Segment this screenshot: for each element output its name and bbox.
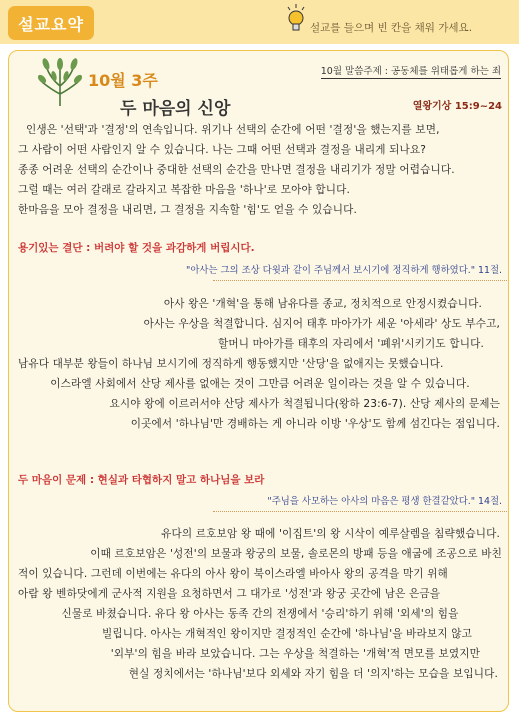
intro-line: 인생은 '선택'과 '결정'의 연속입니다. 위기나 선택의 순간에 어떤 '결정'을 했는지를 보면,: [26, 124, 440, 136]
fill-in-hint: 설교를 들으며 빈 칸을 채워 가세요.: [310, 22, 473, 34]
section2-heading: 두 마음이 문제 : 현실과 타협하지 말고 하나님을 보라: [18, 474, 265, 486]
body-line: 아람 왕 벤하닷에게 군사적 지원을 요청하면서 그 대가로 '성전'과 왕궁 곳간에 남은 은금을: [18, 588, 441, 600]
sermon-summary-tab: 설교요약: [8, 6, 94, 40]
divider: [213, 280, 507, 281]
section1-heading: 용기있는 결단 : 버려야 할 것을 과감하게 버립시다.: [18, 242, 255, 254]
lightbulb-icon: [286, 4, 306, 34]
body-line: 남유다 대부분 왕들이 하나님 보시기에 정직하게 행동했지만 '산당'을 없애지는 못했습니다.: [18, 358, 444, 370]
intro-line: 한마음을 모아 결정을 내리면, 그 결정을 지속할 '힘'도 얻을 수 있습니다.: [18, 204, 358, 216]
section2-body: [18, 524, 502, 684]
body-line: 할머니 마아가를 태후의 자리에서 '폐위'시키기도 합니다.: [217, 338, 484, 350]
intro-paragraph: [18, 120, 502, 220]
intro-line: 그 사람이 어떤 사람인지 알 수 있습니다. 나는 그때 어떤 선택과 결정을 내리게 되나요?: [18, 144, 427, 156]
divider: [213, 511, 507, 512]
body-line: 아사 왕은 '개혁'을 통해 남유다를 종교, 정치적으로 안정시켰습니다.: [163, 298, 482, 310]
body-line: 적이 있습니다. 그런데 이번에는 유다의 아사 왕이 북이스라엘 바아사 왕의 공격을 막기 위해: [18, 568, 448, 580]
intro-line: 그럴 때는 여러 갈래로 갈라지고 복잡한 마음을 '하나'로 모아야 합니다.: [18, 184, 351, 196]
section2-quote: "주님을 사모하는 아사의 마음은 평생 한결같았다." 14절.: [267, 496, 502, 507]
body-line: 유다의 르호보암 왕 때에 '이집트'의 왕 시삭이 예루살렘을 침략했습니다.: [161, 528, 500, 540]
body-line: 현실 정치에서는 '하나님'보다 외세와 자기 힘을 더 '의지'하는 모습을 보입니다.: [128, 668, 498, 680]
section1-body: [18, 294, 502, 434]
body-line: '외부'의 힘을 바라 보았습니다. 그는 우상을 척결하는 '개혁'적 면모를 보였지만: [110, 648, 480, 660]
week-label: 10월 3주: [88, 71, 158, 90]
body-line: 요시야 왕에 이르러서야 산당 제사가 척결됩니다(왕하 23:6-7). 산당 제사의 문제는: [109, 398, 500, 410]
body-line: 이곳에서 '하나님'만 경배하는 게 아니라 이방 '우상'도 함께 섬긴다는 점입니다.: [130, 418, 500, 430]
intro-line: 종종 어려운 선택의 순간이나 중대한 선택의 순간을 만나면 결정을 내리기가 정말 어렵습니다.: [18, 164, 455, 176]
body-line: 이스라엘 사회에서 산당 제사를 없애는 것이 그만큼 어려운 일이라는 것을 알 수 있습니다.: [50, 378, 470, 390]
sermon-title: 두 마음의 신앙: [120, 99, 231, 119]
body-line: 아사는 우상을 척결합니다. 심지어 태후 마아가가 세운 '아세라' 상도 부수고,: [143, 318, 500, 330]
section1-quote: "아사는 그의 조상 다윗과 같이 주님께서 보시기에 정직하게 행하였다." 11절.: [186, 265, 502, 276]
body-line: 이때 르호보암은 '성전'의 보물과 왕궁의 보물, 솔로몬의 방패 등을 애굽에 조공으로 바친: [90, 548, 502, 560]
monthly-theme: 10월 말씀주제 : 공동체를 위태롭게 하는 죄: [321, 63, 501, 79]
wheat-plant-icon: [38, 56, 82, 106]
body-line: 빌립니다. 아사는 개혁적인 왕이지만 결정적인 순간에 '하나님'을 바라보지 않고: [101, 628, 472, 640]
body-line: 신물로 바쳤습니다. 유다 왕 아사는 동족 간의 전쟁에서 '승리'하기 위해 '외세'의 힘을: [61, 608, 459, 620]
scripture-reference: 열왕기상 15:9~24: [412, 101, 502, 112]
